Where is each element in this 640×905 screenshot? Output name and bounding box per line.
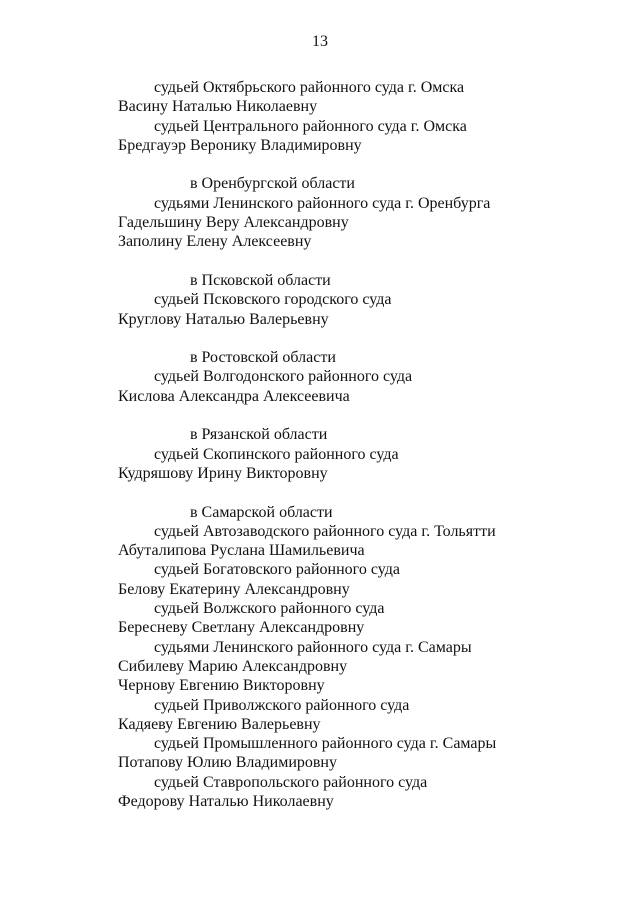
court-line: судьей Волгодонского районного суда [154, 368, 413, 386]
judge-name: Сибилеву Марию Александровну [118, 657, 348, 675]
judge-name: Кадяеву Евгению Валерьевну [118, 715, 321, 733]
court-line: судьей Псковского городского суда [154, 291, 392, 309]
court-line: судьей Богатовского районного суда [154, 561, 400, 579]
court-line: судьей Центрального районного суда г. Омска [154, 117, 467, 135]
region-heading: в Ростовской области [190, 349, 336, 367]
paragraph-gap [118, 329, 618, 348]
judge-name: Чернову Евгению Викторовну [118, 677, 325, 695]
judge-name: Васину Наталью Николаевну [118, 98, 318, 116]
judge-name: Бересневу Светлану Александровну [118, 619, 365, 637]
court-line: судьей Октябрьского районного суда г. Омска [154, 79, 465, 96]
appointment-list [118, 78, 618, 811]
court-line: судьей Промышленного районного суда г. Самары [154, 735, 497, 753]
court-line: судьями Ленинского районного суда г. Оренбурга [154, 194, 491, 212]
judge-name: Круглову Наталью Валерьевну [118, 310, 329, 328]
judge-name: Гадельшину Веру Александровну [118, 214, 349, 232]
court-line: судьей Скопинского районного суда [154, 445, 399, 463]
court-line: судьей Автозаводского районного суда г. Тольятти [154, 522, 496, 540]
judge-name: Белову Екатерину Александровну [118, 580, 350, 598]
judge-name: Кислова Александра Алексеевича [118, 387, 350, 405]
paragraph-gap [118, 406, 618, 425]
court-line: судьей Волжского районного суда [154, 600, 385, 618]
region-heading: в Псковской области [190, 271, 331, 289]
judge-name: Абуталипова Руслана Шамильевича [118, 542, 365, 560]
judge-name: Федорову Наталью Николаевну [118, 792, 334, 810]
judge-name: Потапову Юлию Владимировну [118, 754, 337, 772]
judge-name: Заполину Елену Алексеевну [118, 233, 312, 251]
region-heading: в Рязанской области [190, 426, 328, 444]
paragraph-gap [118, 483, 618, 502]
court-line: судьей Ставропольского районного суда [154, 773, 428, 791]
court-line: судьями Ленинского районного суда г. Самары [154, 638, 472, 656]
page-number: 13 [312, 33, 328, 50]
judge-name: Кудряшову Ирину Викторовну [118, 464, 328, 482]
court-line: судьей Приволжского районного суда [154, 696, 410, 714]
paragraph-gap [118, 252, 618, 271]
region-heading: в Оренбургской области [190, 175, 355, 193]
paragraph-gap [118, 155, 618, 174]
judge-name: Бредгауэр Веронику Владимировну [118, 136, 362, 154]
region-heading: в Самарской области [190, 503, 333, 521]
